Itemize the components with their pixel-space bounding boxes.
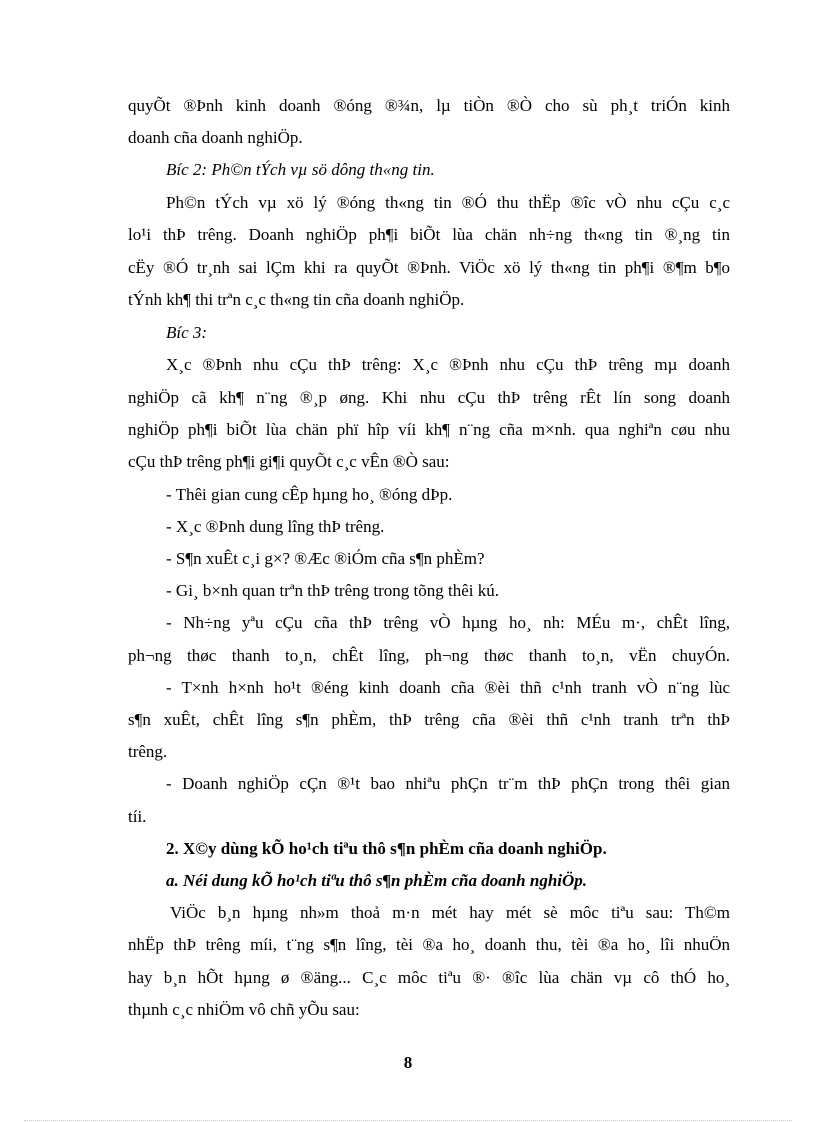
list-item: - Thêi gian cung cÊp hµng ho¸ ®óng dÞp.	[166, 485, 453, 504]
list-item: - X¸c ®Þnh dung lîng thÞ trêng.	[166, 517, 385, 536]
text-line: ViÖc b¸n hµng nh»m thoả m·n mét hay mét sè môc tiªu sau: Th©m	[170, 903, 730, 922]
text-line: hay b¸n hÕt hµng ø ®äng... C¸c môc tiªu ®· ®îc lùa chän vµ cô thÓ ho¸	[128, 968, 730, 987]
text-line: quyÕt ®Þnh kinh doanh ®óng ®¾n, lµ tiÒn ®Ò cho sù ph¸t triÓn kinh	[128, 96, 730, 115]
step-heading: Bíc 3:	[166, 323, 208, 342]
list-item: - Doanh nghiÖp cÇn ®¹t bao nhiªu phÇn tr¨m thÞ phÇn trong thêi gian	[166, 774, 730, 793]
text-line: nhËp thÞ trêng míi, t¨ng s¶n lîng, tèi ®a ho¸ doanh thu, tèi ®a ho¸ lîi nhuÖn	[128, 935, 730, 954]
text-line: nghiÖp ph¶i biÕt lùa chän phï hîp víi kh¶ n¨ng cña m×nh. qua nghiªn cøu nhu	[128, 420, 730, 439]
text-line: cÇu thÞ trêng ph¶i gi¶i quyÕt c¸c vÊn ®Ò sau:	[128, 452, 450, 471]
page-number: 8	[403, 1053, 413, 1072]
text-line: trêng.	[128, 742, 168, 761]
text-line: doanh cña doanh nghiÖp.	[128, 128, 303, 147]
text-line: s¶n xuÊt, chÊt lîng s¶n phÈm, thÞ trêng cña ®èi thñ c¹nh tranh trªn thÞ	[128, 710, 730, 729]
text-line: Ph©n tÝch vµ xö lý ®óng th«ng tin ®Ó thu thËp ®îc vÒ nhu cÇu c¸c	[166, 193, 730, 212]
text-line: cËy ®Ó tr¸nh sai lÇm khi ra quyÕt ®Þnh. ViÖc xö lý th«ng tin ph¶i ®¶m b¶o	[128, 258, 730, 277]
list-item: - S¶n xuÊt c¸i g×? ®Æc ®iÓm cña s¶n phÈm?	[166, 549, 485, 568]
list-item: - Nh÷ng yªu cÇu cña thÞ trêng vÒ hµng ho¸ nh: MÉu m·, chÊt lîng,	[166, 613, 730, 632]
text-line: tÝnh kh¶ thi trªn c¸c th«ng tin cña doanh nghiÖp.	[128, 290, 465, 309]
text-line: X¸c ®Þnh nhu cÇu thÞ trêng: X¸c ®Þnh nhu cÇu thÞ trêng mµ doanh	[166, 355, 730, 374]
text-line: thµnh c¸c nhiÖm vô chñ yÕu sau:	[128, 1000, 360, 1019]
footer-divider	[24, 1120, 792, 1121]
subsection-heading: a. Néi dung kÕ ho¹ch tiªu thô s¶n phÈm cña doanh nghiÖp.	[166, 871, 588, 890]
text-line: nghiÖp cã kh¶ n¨ng ®¸p øng. Khi nhu cÇu thÞ trêng rÊt lín song doanh	[128, 388, 730, 407]
text-line: lo¹i thÞ trêng. Doanh nghiÖp ph¶i biÕt lùa chän nh÷ng th«ng tin ®¸ng tin	[128, 225, 730, 244]
text-line: tíi.	[128, 807, 147, 826]
list-item: - Gi¸ b×nh quan trªn thÞ trêng trong tõng thêi kú.	[166, 581, 499, 600]
list-item: - T×nh h×nh ho¹t ®éng kinh doanh cña ®èi thñ c¹nh tranh vÒ n¨ng lùc	[166, 678, 730, 697]
text-line: ph¬ng thøc thanh to¸n, chÊt lîng, ph¬ng thøc thanh to¸n, vËn chuyÓn.	[128, 646, 730, 665]
section-heading: 2. X©y dùng kÕ ho¹ch tiªu thô s¶n phÈm cña doanh nghiÖp.	[166, 839, 607, 858]
step-heading: Bíc 2: Ph©n tÝch vµ sö dông th«ng tin.	[166, 160, 435, 179]
